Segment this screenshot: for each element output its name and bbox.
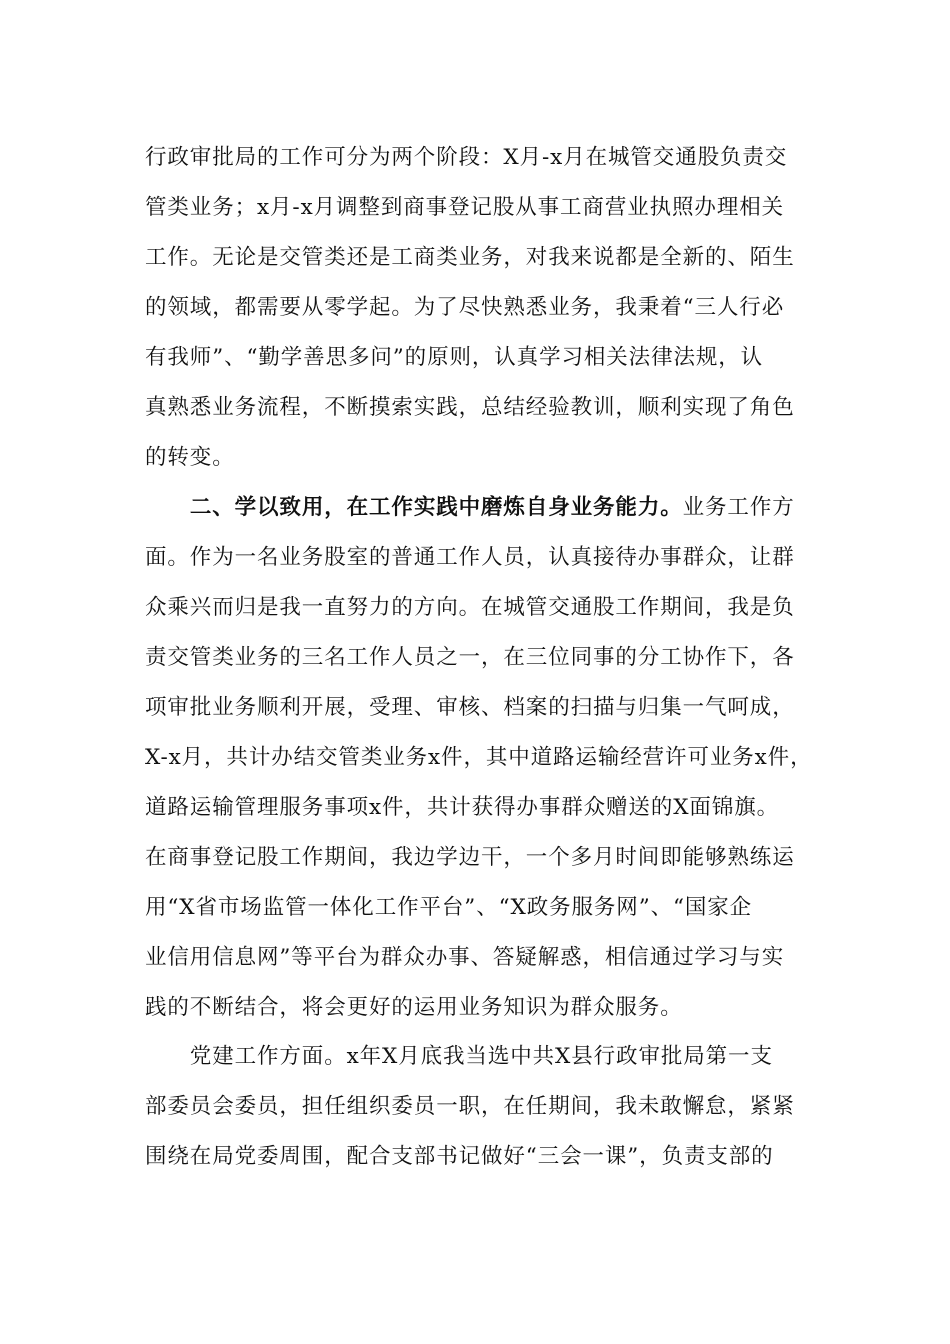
text-line: 党建工作方面。x年X月底我当选中共X县行政审批局第一支	[145, 1044, 773, 1069]
text-line: 用“X省市场监管一体化工作平台”、“X政务服务网”、“国家企	[145, 895, 753, 920]
text-line: 行政审批局的工作可分为两个阶段：X月-x月在城管交通股负责交	[145, 145, 788, 170]
text-line: 责交管类业务的三名工作人员之一，在三位同事的分工协作下，各	[145, 645, 795, 670]
text-line: 面。作为一名业务股室的普通工作人员，认真接待办事群众，让群	[145, 545, 795, 570]
text-line: 管类业务；x月-x月调整到商事登记股从事工商营业执照办理相关	[145, 195, 785, 220]
text-line: X-x月，共计办结交管类业务x件，其中道路运输经营许可业务x件，	[145, 745, 813, 770]
text-line: 在商事登记股工作期间，我边学边干，一个多月时间即能够熟练运	[145, 845, 795, 870]
text-line: 真熟悉业务流程，不断摸索实践，总结经验教训，顺利实现了角色	[145, 395, 795, 420]
text-line: 工作。无论是交管类还是工商类业务，对我来说都是全新的、陌生	[145, 245, 795, 270]
text-line: 众乘兴而归是我一直努力的方向。在城管交通股工作期间，我是负	[145, 595, 795, 620]
paragraph-party-work	[145, 1032, 835, 1182]
text-line: 部委员会委员，担任组织委员一职，在任期间，我未敢懈怠，紧紧	[145, 1094, 795, 1119]
text-line: 围绕在局党委周围，配合支部书记做好“三会一课”，负责支部的	[145, 1144, 774, 1169]
text-line: 项审批业务顺利开展，受理、审核、档案的扫描与归集一气呵成，	[145, 695, 795, 720]
text-line: 践的不断结合，将会更好的运用业务知识为群众服务。	[145, 995, 683, 1020]
heading-tail-text: 业务工作方	[682, 495, 795, 520]
heading-line	[145, 483, 835, 533]
section-heading: 二、学以致用，在工作实践中磨炼自身业务能力。	[189, 495, 683, 520]
text-line: 有我师”、“勤学善思多问”的原则，认真学习相关法律法规，认	[145, 345, 764, 370]
paragraph-business-work	[145, 483, 835, 1033]
paragraph-work-stages	[145, 133, 835, 483]
text-line: 业信用信息网”等平台为群众办事、答疑解惑，相信通过学习与实	[145, 945, 785, 970]
text-line: 的转变。	[145, 445, 235, 470]
text-line: 的领域，都需要从零学起。为了尽快熟悉业务，我秉着“三人行必	[145, 295, 785, 320]
text-line: 道路运输管理服务事项x件，共计获得办事群众赠送的X面锦旗。	[145, 795, 780, 820]
